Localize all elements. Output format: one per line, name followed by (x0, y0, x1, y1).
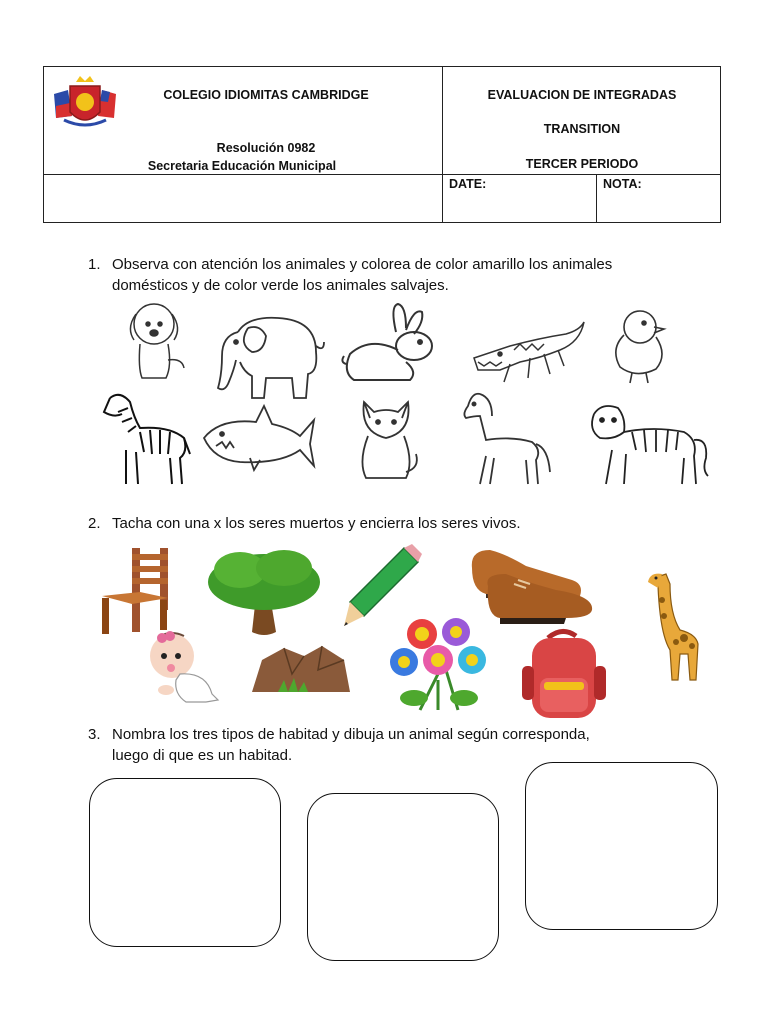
backpack (518, 626, 610, 722)
giraffe (640, 564, 704, 684)
chair (98, 544, 172, 636)
grade-name: TRANSITION (543, 122, 621, 136)
rock (248, 640, 352, 700)
q1-text-line2: domésticos y de color verde los animales salvajes. (112, 277, 449, 294)
zebra (100, 388, 192, 488)
q3-number: 3. (88, 726, 101, 743)
q1-number: 1. (88, 256, 101, 273)
flowers (380, 614, 496, 718)
tree (204, 546, 324, 640)
elephant (208, 312, 328, 404)
header-divider-horizontal (44, 174, 720, 175)
resolution-number: Resolución 0982 (216, 141, 316, 155)
tiger (584, 398, 712, 490)
habitat-box-3[interactable] (525, 762, 718, 930)
chick (606, 305, 672, 383)
baby (146, 628, 222, 708)
cat (350, 392, 422, 484)
secretary-name: Secretaria Educación Municipal (147, 159, 337, 173)
school-name: COLEGIO IDIOMITAS CAMBRIDGE (163, 88, 369, 102)
date-label: DATE: (449, 177, 487, 191)
q3-text-line1: Nombra los tres tipos de habitad y dibuja un animal según corresponda, (112, 726, 590, 743)
habitat-box-1[interactable] (89, 778, 281, 947)
header-divider-date-grade (596, 174, 597, 222)
period-name: TERCER PERIODO (525, 157, 639, 171)
evaluation-title: EVALUACION DE INTEGRADAS (487, 88, 677, 102)
shark (200, 402, 316, 474)
q1-text-line1: Observa con atención los animales y colorea de color amarillo los animales (112, 256, 613, 273)
crest-icon (50, 72, 120, 134)
q2-number: 2. (88, 515, 101, 532)
horse (452, 388, 552, 488)
grade-label: NOTA: (603, 177, 642, 191)
habitat-box-2[interactable] (307, 793, 499, 961)
q2-text-line1: Tacha con una x los seres muertos y encierra los seres vivos. (112, 515, 521, 532)
q3-text-line2: luego di que es un habitad. (112, 747, 293, 764)
rabbit (340, 302, 440, 384)
crocodile (470, 318, 586, 388)
dog (120, 298, 188, 384)
